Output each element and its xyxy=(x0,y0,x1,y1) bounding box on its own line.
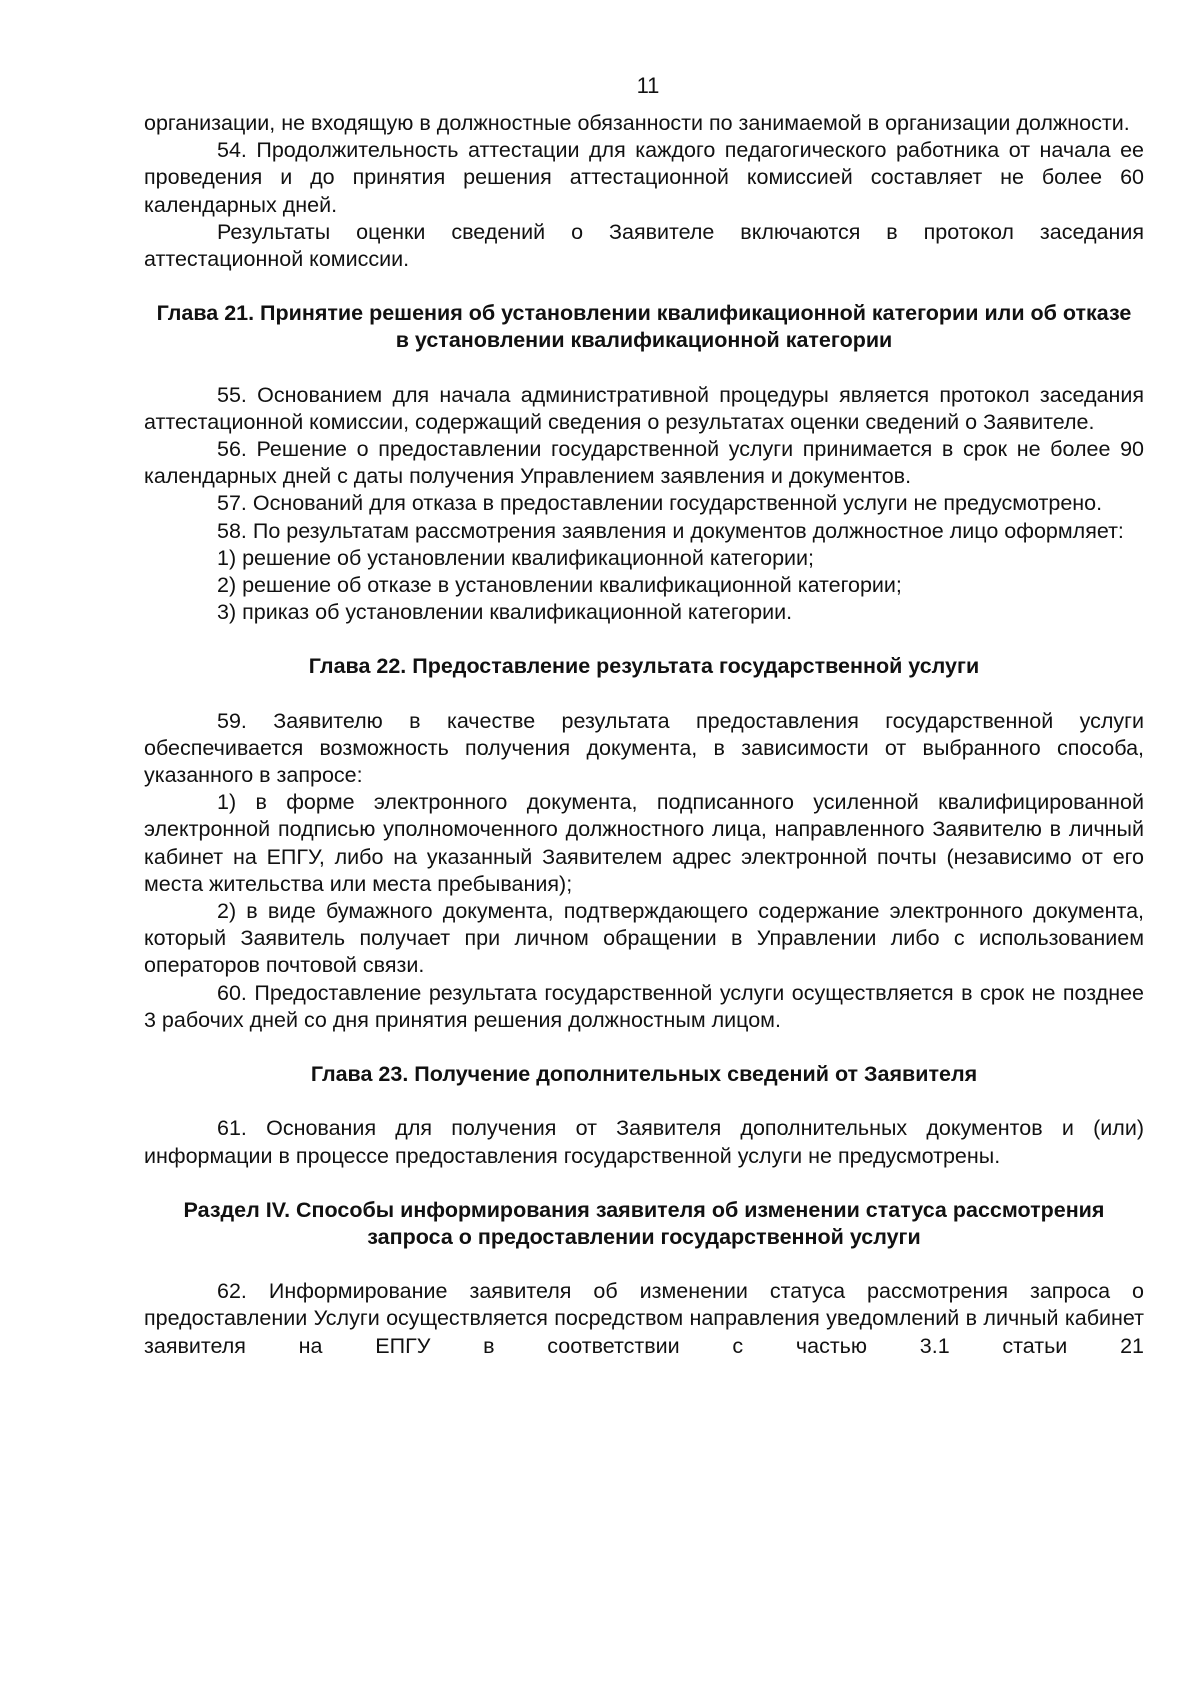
list-item-58-3: 3) приказ об установлении квалификационной категории. xyxy=(217,600,793,625)
list-item-58-1: 1) решение об установлении квалификационной категории; xyxy=(217,545,815,570)
paragraph-54-results: Результаты оценки сведений о Заявителе включаются в протокол заседания аттестационной комиссии. xyxy=(144,219,1144,272)
paragraph-56: 56. Решение о предоставлении государственной услуги принимается в срок не более 90 календарных дней с даты получения Управлением заявления и документов. xyxy=(144,437,1144,489)
section-4-heading: Раздел IV. Способы информирования заявителя об изменении статуса рассмотрения запроса о предоставлении государственной услуги xyxy=(183,1197,1105,1249)
paragraph-61: 61. Основания для получения от Заявителя дополнительных документов и (или) информации в процессе предоставления государственной услуги не предусмотрены. xyxy=(144,1116,1144,1168)
chapter-21-heading: Глава 21. Принятие решения об установлении квалификационной категории или об отказе в установлении квалификационной категории xyxy=(156,301,1132,353)
list-item-59-2: 2) в виде бумажного документа, подтверждающего содержание электронного документа, который Заявитель получает при личном обращении в Управлении либо с использованием операторов почтовой связи. xyxy=(144,899,1144,978)
chapter-22-heading: Глава 22. Предоставление результата государственной услуги xyxy=(308,654,980,679)
paragraph-62: 62. Информирование заявителя об изменении статуса рассмотрения запроса о предоставлении Услуги осуществляется посредством направления уведомлений в личный кабинет заявителя на ЕПГУ в соответствии с частью 3.1 статьи 21 xyxy=(144,1279,1144,1358)
paragraph-58: 58. По результатам рассмотрения заявления и документов должностное лицо оформляет: xyxy=(217,518,1124,543)
paragraph-continuation: организации, не входящую в должностные обязанности по занимаемой в организации должности. xyxy=(144,111,1130,135)
paragraph-60: 60. Предоставление результата государственной услуги осуществляется в срок не позднее 3 рабочих дней со дня принятия решения должностным лицом. xyxy=(144,980,1144,1032)
paragraph-59: 59. Заявителю в качестве результата предоставления государственной услуги обеспечивается возможность получения документа, в зависимости от выбранного способа, указанного в запросе: xyxy=(144,708,1144,788)
chapter-23-heading: Глава 23. Получение дополнительных сведений от Заявителя xyxy=(310,1062,978,1087)
list-item-59-1: 1) в форме электронного документа, подписанного усиленной квалифицированной электронной подписью уполномоченного должностного лица, направленного Заявителю в личный кабинет на ЕПГУ, либо на указанный Заявителем адрес электронной почты (независимо от его места жительства или места пребывания); xyxy=(144,790,1144,896)
document-body xyxy=(144,110,1144,1360)
list-item-58-2: 2) решение об отказе в установлении квалификационной категории; xyxy=(217,573,902,598)
paragraph-54: 54. Продолжительность аттестации для каждого педагогического работника от начала ее проведения и до принятия решения аттестационной комиссией составляет не более 60 календарных дней. xyxy=(144,138,1144,217)
paragraph-57: 57. Оснований для отказа в предоставлении государственной услуги не предусмотрено. xyxy=(217,491,1103,516)
paragraph-55: 55. Основанием для начала административной процедуры является протокол заседания аттестационной комиссии, содержащий сведения о результатах оценки сведений о Заявителе. xyxy=(144,382,1144,434)
page-number: 11 xyxy=(636,73,660,98)
